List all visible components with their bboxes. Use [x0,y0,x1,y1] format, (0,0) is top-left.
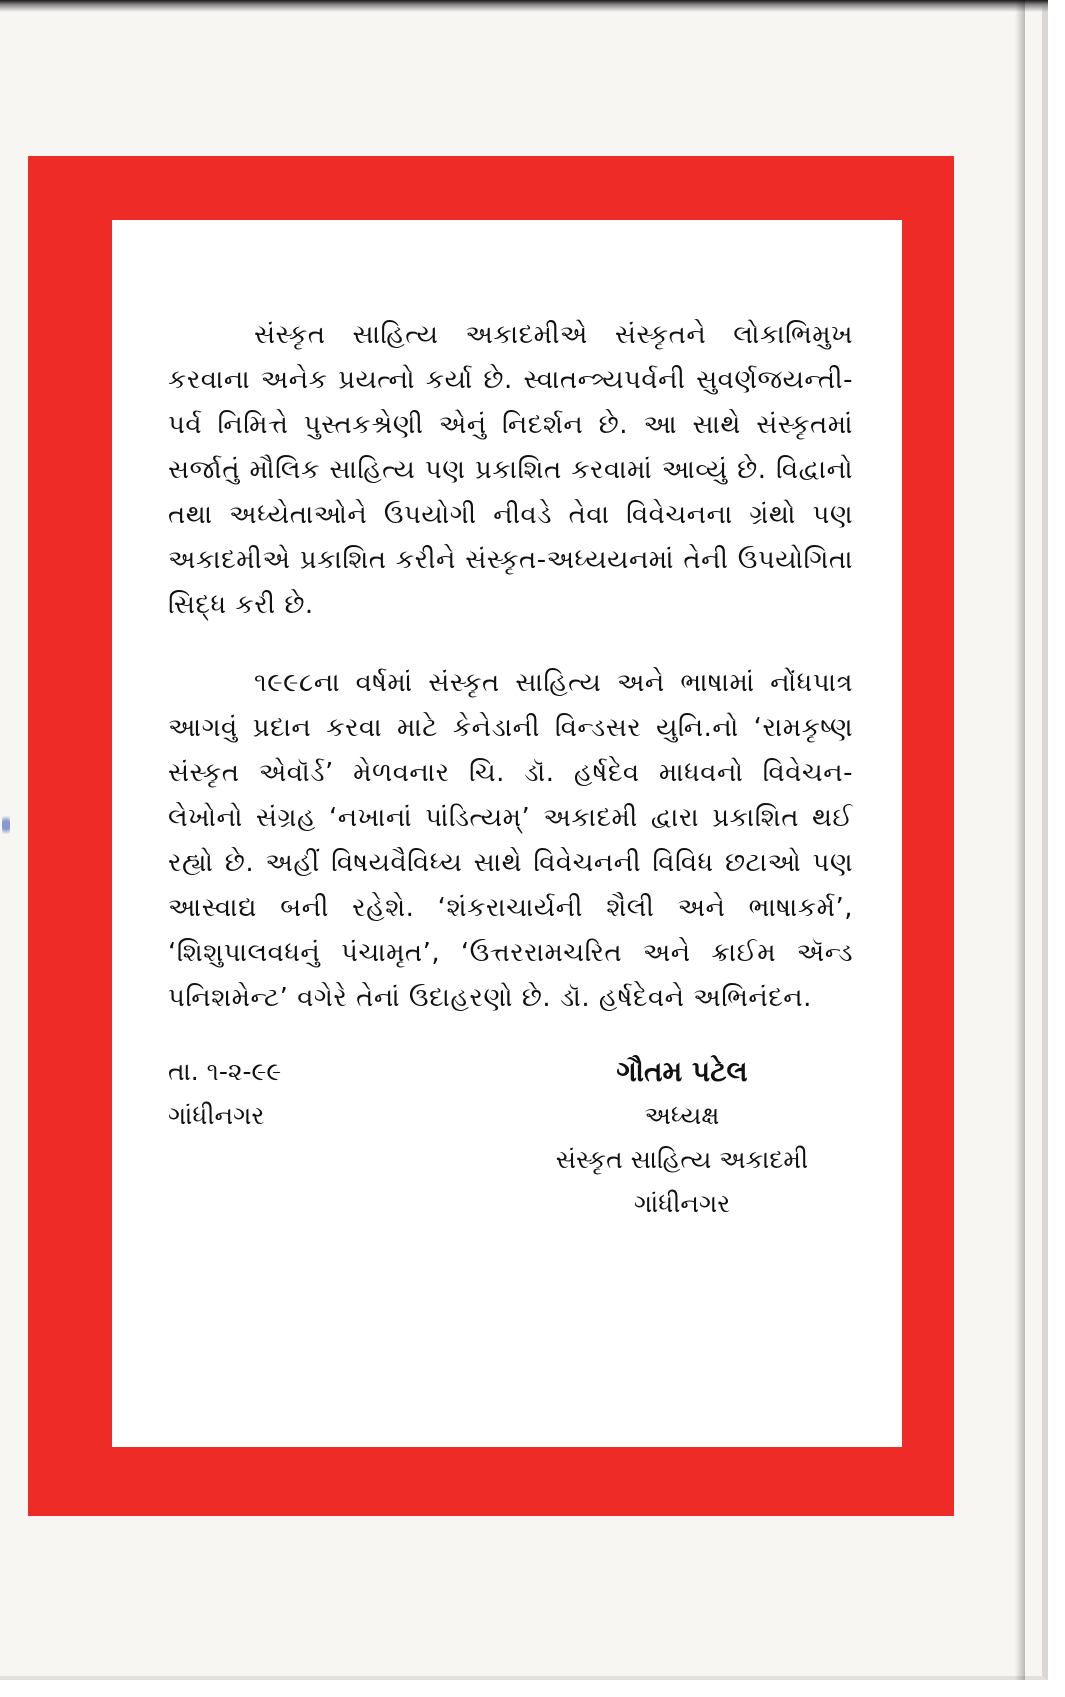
cover-edge-shadow [1015,0,1025,1680]
ink-smudge [2,812,10,838]
organization-name: સંસ્કૃત સાહિત્ય અકાદમી [555,1145,809,1174]
signatory-name: ગૌતમ પટેલ [616,1055,748,1088]
signatory-title: અધ્યક્ષ [644,1101,720,1130]
cover-top-shadow [0,0,1048,12]
body-paragraph-1: સંસ્કૃત સાહિત્ય અકાદમીએ સંસ્કૃતને લોકાભિમુખ કરવાના અનેક પ્રયત્નો કર્યા છે. સ્વાતન્ત્ર્યપર્વની સુવર્ણજયન્તી-પર્વ નિમિત્તે પુસ્તકશ્રેણી એનું નિદર્શન છે. આ સાથે સંસ્કૃતમાં સર્જાતું મૌલિક સાહિત્ય પણ પ્રકાશિત કરવામાં આવ્યું છે. વિદ્વાનો તથા અધ્યેતાઓને ઉપયોગી નીવડે તેવા વિવેચનના ગ્રંથો પણ અકાદમીએ પ્રકાશિત કરીને સંસ્કૃત-અધ્યયનમાં તેની ઉપયોગિતા સિદ્ધ કરી છે. [168,320,853,620]
text-panel [112,220,902,1447]
place-line: ગાંધીનગર [168,1101,265,1130]
signature-block [532,1050,832,1226]
red-border-frame [28,156,954,1516]
body-paragraph-2: ૧૯૯૮ના વર્ષમાં સંસ્કૃત સાહિત્ય અને ભાષામાં નોંધપાત્ર આગવું પ્રદાન કરવા માટે કેનેડાની વિન્ડસર યુનિ.નો ‘રામકૃષ્ણ સંસ્કૃત એવૉર્ડ’ મેળવનાર ચિ. ડૉ. હર્ષદેવ માધવનો વિવેચન-લેખોનો સંગ્રહ ‘નખાનાં પાંડિત્યમ્’ અકાદમી દ્વારા પ્રકાશિત થઈ રહ્યો છે. અહીં વિષયવૈવિધ્ય સાથે વિવેચનની વિવિધ છટાઓ પણ આસ્વાદ્ય બની રહેશે. ‘શંકરાચાર્યની શૈલી અને ભાષાકર્મ’, ‘શિશુપાલવધનું પંચામૃત’, ‘ઉત્તરરામચરિત અને ક્રાઈમ ઍન્ડ પનિશમેન્ટ’ વગેરે તેનાં ઉદાહરણો છે. ડૉ. હર્ષદેવને અભિનંદન. [168,668,853,1013]
date-line: તા. ૧-૨-૯૯ [168,1057,282,1086]
date-place-block [168,1050,281,1138]
organization-city: ગાંધીનગર [633,1189,731,1218]
